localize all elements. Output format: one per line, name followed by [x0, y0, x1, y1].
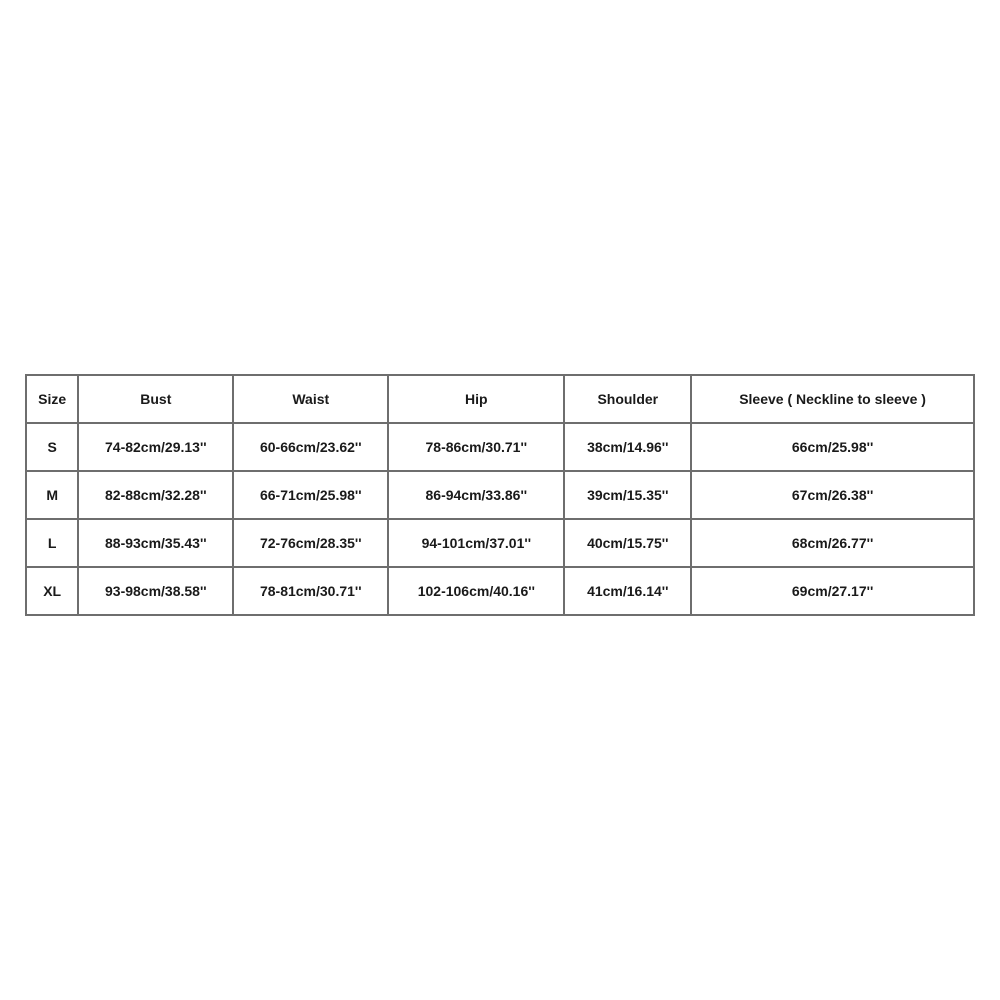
header-waist: Waist: [233, 375, 388, 423]
table-row: [26, 519, 974, 567]
cell-shoulder: 38cm/14.96'': [564, 423, 691, 471]
cell-size: XL: [26, 567, 78, 615]
cell-shoulder: 41cm/16.14'': [564, 567, 691, 615]
header-hip: Hip: [388, 375, 564, 423]
table-row: [26, 471, 974, 519]
header-sleeve: Sleeve ( Neckline to sleeve ): [691, 375, 974, 423]
header-bust: Bust: [78, 375, 233, 423]
size-chart-table: [25, 374, 975, 616]
cell-hip: 86-94cm/33.86'': [388, 471, 564, 519]
cell-sleeve: 69cm/27.17'': [691, 567, 974, 615]
cell-size: S: [26, 423, 78, 471]
cell-bust: 74-82cm/29.13'': [78, 423, 233, 471]
header-shoulder: Shoulder: [564, 375, 691, 423]
cell-hip: 78-86cm/30.71'': [388, 423, 564, 471]
cell-size: M: [26, 471, 78, 519]
cell-waist: 78-81cm/30.71'': [233, 567, 388, 615]
cell-waist: 66-71cm/25.98'': [233, 471, 388, 519]
cell-bust: 93-98cm/38.58'': [78, 567, 233, 615]
cell-bust: 88-93cm/35.43'': [78, 519, 233, 567]
header-size: Size: [26, 375, 78, 423]
cell-waist: 60-66cm/23.62'': [233, 423, 388, 471]
cell-bust: 82-88cm/32.28'': [78, 471, 233, 519]
cell-sleeve: 68cm/26.77'': [691, 519, 974, 567]
cell-shoulder: 40cm/15.75'': [564, 519, 691, 567]
table-row: [26, 423, 974, 471]
cell-size: L: [26, 519, 78, 567]
cell-sleeve: 67cm/26.38'': [691, 471, 974, 519]
cell-hip: 94-101cm/37.01'': [388, 519, 564, 567]
cell-sleeve: 66cm/25.98'': [691, 423, 974, 471]
table-header-row: [26, 375, 974, 423]
cell-hip: 102-106cm/40.16'': [388, 567, 564, 615]
cell-shoulder: 39cm/15.35'': [564, 471, 691, 519]
cell-waist: 72-76cm/28.35'': [233, 519, 388, 567]
table-row: [26, 567, 974, 615]
